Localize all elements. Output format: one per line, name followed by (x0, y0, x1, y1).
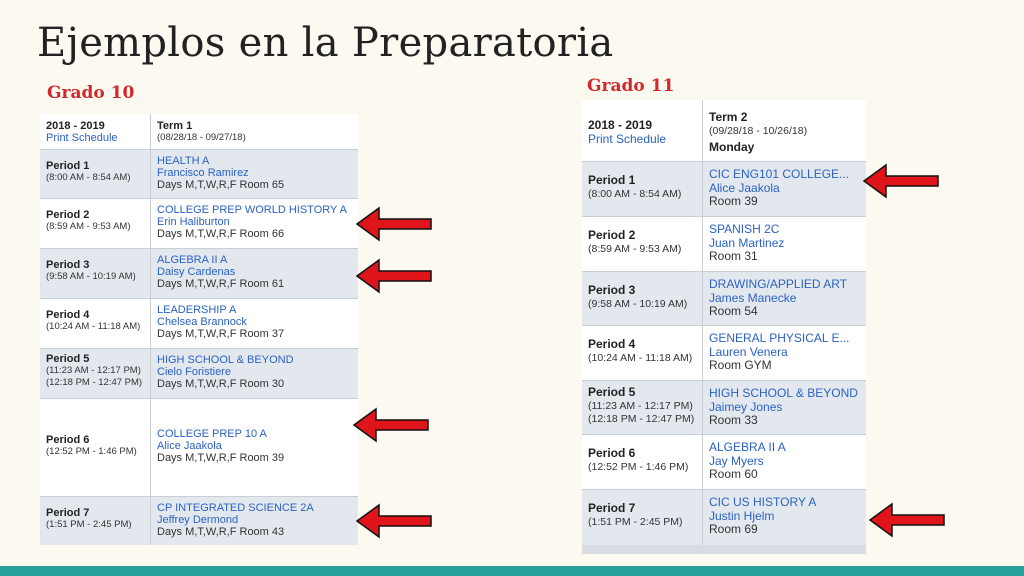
period-row (582, 380, 866, 435)
teacher-link[interactable]: Cielo Foristiere (157, 366, 231, 378)
period-row (582, 271, 866, 326)
period-name: Period 4 (46, 309, 90, 321)
course-link[interactable]: CP INTEGRATED SCIENCE 2A (157, 502, 314, 514)
period-time: (10:24 AM - 11:18 AM) (46, 321, 141, 332)
period-time: (11:23 AM - 12:17 PM) (588, 399, 693, 412)
term-dates: (09/28/18 - 10/26/18) (709, 124, 808, 137)
course-link[interactable]: LEADERSHIP A (157, 304, 237, 316)
period-name: Period 5 (46, 353, 90, 365)
schedule-header (40, 114, 358, 149)
room: Room 31 (709, 249, 758, 263)
school-year: 2018 - 2019 (46, 120, 105, 132)
term-dates: (08/28/18 - 09/27/18) (157, 132, 246, 143)
days-room: Days M,T,W,R,F Room 30 (157, 378, 285, 390)
period-row (582, 325, 866, 381)
teacher-link[interactable]: Jeffrey Dermond (157, 514, 239, 526)
period-name: Period 4 (588, 337, 636, 351)
period-time-extra: (12:18 PM - 12:47 PM) (46, 377, 143, 388)
red-arrow-left-icon (355, 502, 433, 540)
days-room: Days M,T,W,R,F Room 66 (157, 228, 285, 240)
bottom-accent-bar (0, 566, 1024, 576)
period-row (40, 149, 358, 199)
teacher-link[interactable]: Juan Martinez (709, 235, 785, 250)
period-row (582, 216, 866, 272)
period-name: Period 6 (46, 434, 90, 446)
room: Room 33 (709, 413, 758, 427)
teacher-link[interactable]: Daisy Cardenas (157, 266, 236, 278)
course-link[interactable]: CIC ENG101 COLLEGE... (709, 168, 850, 181)
term-label: Term 2 (709, 110, 748, 124)
horizontal-scrollbar[interactable] (582, 545, 866, 554)
course-link[interactable]: HIGH SCHOOL & BEYOND (157, 354, 294, 366)
red-arrow-left-icon (355, 257, 433, 295)
period-time: (8:59 AM - 9:53 AM) (588, 242, 682, 255)
period-name: Period 7 (46, 507, 90, 519)
period-time: (8:00 AM - 8:54 AM) (588, 187, 682, 200)
period-row (582, 161, 866, 217)
days-room: Days M,T,W,R,F Room 43 (157, 526, 285, 538)
course-link[interactable]: COLLEGE PREP WORLD HISTORY A (157, 204, 347, 216)
print-schedule-link[interactable]: Print Schedule (588, 131, 667, 146)
period-name: Period 2 (46, 209, 90, 221)
teacher-link[interactable]: Jay Myers (709, 453, 764, 468)
red-arrow-left-icon (352, 406, 430, 444)
period-row (40, 298, 358, 349)
course-link[interactable]: COLLEGE PREP 10 A (157, 428, 267, 440)
period-name: Period 2 (588, 228, 636, 242)
period-time: (1:51 PM - 2:45 PM) (588, 515, 683, 528)
room: Room 60 (709, 467, 758, 481)
course-link[interactable]: DRAWING/APPLIED ART (709, 278, 848, 291)
period-time: (12:52 PM - 1:46 PM) (588, 460, 689, 473)
teacher-link[interactable]: Lauren Venera (709, 344, 788, 359)
course-link[interactable]: CIC US HISTORY A (709, 496, 817, 509)
teacher-link[interactable]: Francisco Ramirez (157, 167, 249, 179)
period-time: (10:24 AM - 11:18 AM) (588, 351, 693, 364)
period-time: (12:52 PM - 1:46 PM) (46, 446, 137, 457)
course-link[interactable]: SPANISH 2C (709, 223, 780, 236)
teacher-link[interactable]: Jaimey Jones (709, 399, 783, 414)
teacher-link[interactable]: Erin Haliburton (157, 216, 230, 228)
slide-title: Ejemplos en la Preparatoria (37, 20, 614, 66)
period-time: (11:23 AM - 12:17 PM) (46, 365, 141, 376)
period-row (40, 348, 358, 399)
period-time: (1:51 PM - 2:45 PM) (46, 519, 132, 530)
period-name: Period 5 (588, 385, 636, 399)
days-room: Days M,T,W,R,F Room 65 (157, 179, 285, 191)
schedule-header (582, 100, 866, 161)
course-link[interactable]: ALGEBRA II A (157, 254, 228, 266)
period-row (40, 198, 358, 249)
period-time: (9:58 AM - 10:19 AM) (46, 271, 136, 282)
course-link[interactable]: ALGEBRA II A (709, 441, 786, 454)
red-arrow-left-icon (355, 205, 433, 243)
period-time-extra: (12:18 PM - 12:47 PM) (588, 413, 695, 425)
period-row (582, 434, 866, 490)
period-time: (9:58 AM - 10:19 AM) (588, 297, 688, 310)
period-name: Period 3 (588, 283, 636, 297)
teacher-link[interactable]: Justin Hjelm (709, 508, 775, 523)
days-room: Days M,T,W,R,F Room 61 (157, 278, 285, 290)
period-row (40, 398, 358, 497)
course-link[interactable]: HIGH SCHOOL & BEYOND (709, 387, 858, 400)
room: Room GYM (709, 358, 772, 372)
teacher-link[interactable]: James Manecke (709, 290, 797, 305)
red-arrow-left-icon (862, 162, 940, 200)
term-label: Term 1 (157, 120, 193, 132)
schedule-grade-11 (582, 100, 866, 554)
period-time: (8:59 AM - 9:53 AM) (46, 221, 131, 232)
print-schedule-link[interactable]: Print Schedule (46, 132, 118, 144)
period-name: Period 6 (588, 446, 636, 460)
period-name: Period 1 (588, 173, 636, 187)
grade-11-label: Grado 11 (587, 76, 675, 96)
teacher-link[interactable]: Chelsea Brannock (157, 316, 247, 328)
schedule-grade-10 (40, 114, 358, 544)
days-room: Days M,T,W,R,F Room 37 (157, 328, 285, 340)
day-label: Monday (709, 140, 755, 154)
red-arrow-left-icon (868, 501, 946, 539)
days-room: Days M,T,W,R,F Room 39 (157, 452, 285, 464)
room: Room 39 (709, 194, 758, 208)
period-row (582, 489, 866, 546)
period-row (40, 248, 358, 299)
teacher-link[interactable]: Alice Jaakola (709, 180, 780, 195)
room: Room 54 (709, 304, 758, 318)
teacher-link[interactable]: Alice Jaakola (157, 440, 222, 452)
grade-10-label: Grado 10 (47, 83, 135, 103)
room: Room 69 (709, 522, 758, 536)
period-name: Period 1 (46, 160, 90, 172)
school-year: 2018 - 2019 (588, 118, 653, 132)
period-time: (8:00 AM - 8:54 AM) (46, 172, 131, 183)
course-link[interactable]: GENERAL PHYSICAL E... (709, 332, 850, 345)
course-link[interactable]: HEALTH A (157, 155, 210, 167)
period-name: Period 7 (588, 501, 636, 515)
period-row (40, 496, 358, 545)
period-name: Period 3 (46, 259, 90, 271)
